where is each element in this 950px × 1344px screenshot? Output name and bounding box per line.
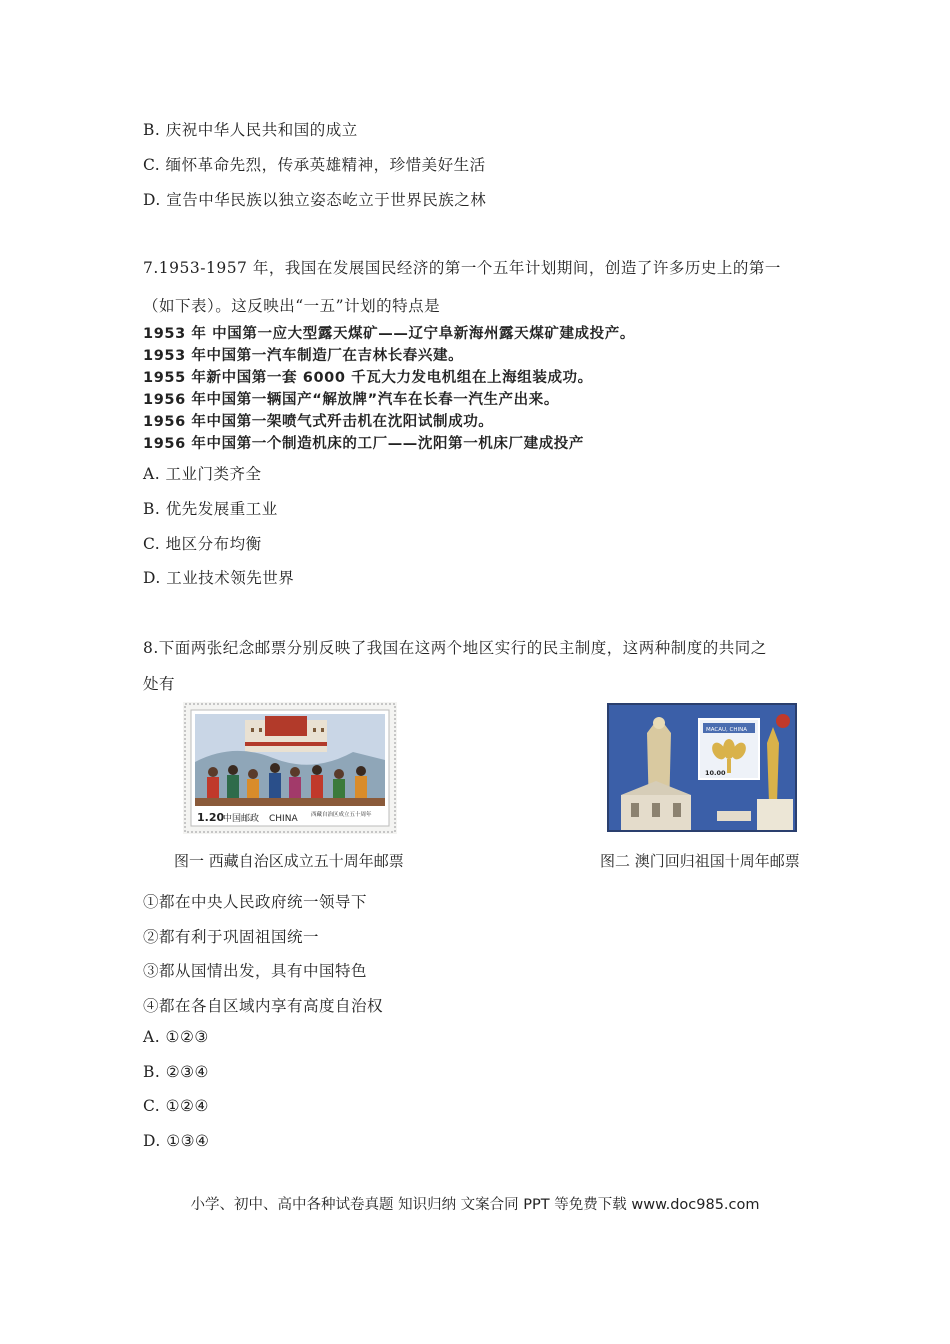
q8-stem-line2: 处有 — [143, 675, 176, 693]
q8-option-c: C. ①②④ — [143, 1097, 209, 1115]
stamp1-issuer: 中国邮政 — [223, 814, 260, 824]
q7-table-line: 1956 年中国第一辆国产“解放牌”汽车在长春一汽生产出来。 — [143, 392, 559, 408]
q7-stem-line2: （如下表）。这反映出“一五”计划的特点是 — [143, 297, 441, 315]
stamp1-banner: 西藏自治区成立五十周年 — [311, 812, 372, 818]
q6-option-d: D. 宣告中华民族以独立姿态屹立于世界民族之林 — [143, 191, 487, 209]
stamp1-country: CHINA — [269, 814, 298, 824]
q7-option-c: C. 地区分布均衡 — [143, 535, 262, 553]
q6-option-c: C. 缅怀革命先烈，传承英雄精神，珍惜美好生活 — [143, 156, 486, 174]
q8-statement-3: ③都从国情出发，具有中国特色 — [143, 962, 368, 980]
stamp1-value: 1.20 — [197, 811, 225, 824]
q8-option-d: D. ①③④ — [143, 1132, 210, 1150]
q7-table-line: 1956 年中国第一个制造机床的工厂——沈阳第一机床厂建成投产 — [143, 436, 585, 452]
macau-stamp-image — [607, 703, 797, 832]
q8-stem-line1: 8.下面两张纪念邮票分别反映了我国在这两个地区实行的民主制度，这两种制度的共同之 — [143, 639, 767, 657]
q7-table-line: 1953 年中国第一汽车制造厂在吉林长春兴建。 — [143, 348, 464, 364]
q7-option-b: B. 优先发展重工业 — [143, 500, 278, 518]
q7-table-line: 1955 年新中国第一套 6000 千瓦大力发电机组在上海组装成功。 — [143, 370, 593, 386]
q8-option-a: A. ①②③ — [143, 1028, 209, 1046]
stamp2-caption: 图二 澳门回归祖国十周年邮票 — [600, 852, 800, 870]
q8-statement-4: ④都在各自区域内享有高度自治权 — [143, 997, 384, 1015]
q8-option-b: B. ②③④ — [143, 1063, 209, 1081]
stamp1-caption: 图一 西藏自治区成立五十周年邮票 — [174, 852, 404, 870]
q6-option-b: B. 庆祝中华人民共和国的成立 — [143, 121, 358, 139]
q7-stem-line1: 7.1953-1957 年，我国在发展国民经济的第一个五年计划期间，创造了许多历史上的第一 — [143, 259, 781, 277]
stamp2-value: 10.00 — [705, 769, 726, 777]
q7-option-d: D. 工业技术领先世界 — [143, 569, 295, 587]
q8-statement-2: ②都有利于巩固祖国统一 — [143, 928, 320, 946]
q7-table-line: 1953 年 中国第一应大型露天煤矿——辽宁阜新海州露天煤矿建成投产。 — [143, 326, 635, 342]
q7-option-a: A. 工业门类齐全 — [143, 465, 262, 483]
tibet-stamp-image — [183, 702, 397, 834]
q8-statement-1: ①都在中央人民政府统一领导下 — [143, 893, 368, 911]
page-footer: 小学、初中、高中各种试卷真题 知识归纳 文案合同 PPT 等免费下载 www.doc985.com — [190, 1197, 760, 1213]
q7-table-line: 1956 年中国第一架喷气式歼击机在沈阳试制成功。 — [143, 414, 494, 430]
stamp2-label: MACAU, CHINA — [706, 727, 748, 733]
